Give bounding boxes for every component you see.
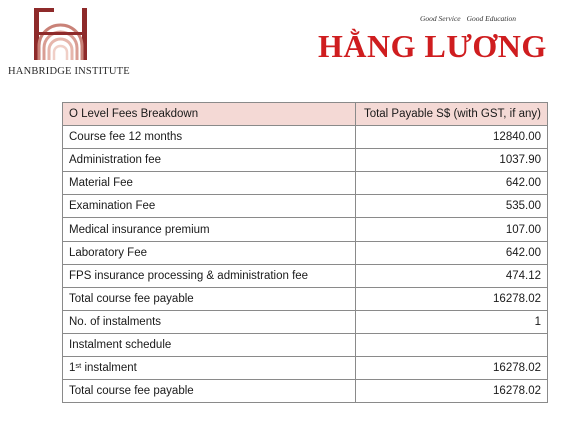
row-label: Laboratory Fee [63, 241, 356, 264]
table-row [63, 287, 548, 310]
table-row [63, 380, 548, 403]
table-row [63, 218, 548, 241]
row-label: Medical insurance premium [63, 218, 356, 241]
table-row [63, 149, 548, 172]
table-row [63, 264, 548, 287]
instalment-text: instalment [81, 362, 137, 375]
row-label: Instalment schedule [63, 333, 356, 356]
row-label: Examination Fee [63, 195, 356, 218]
row-label: Course fee 12 months [63, 126, 356, 149]
row-amount: 16278.02 [356, 380, 548, 403]
header-amount: Total Payable S$ (with GST, if any) [356, 103, 548, 126]
hangluong-tagline [420, 14, 516, 23]
row-amount: 1037.90 [356, 149, 548, 172]
table-header-row [63, 103, 548, 126]
ordinal-suffix: st [75, 361, 82, 371]
row-label: Total course fee payable [63, 287, 356, 310]
header-description: O Level Fees Breakdown [63, 103, 356, 126]
row-label: Material Fee [63, 172, 356, 195]
instalment-number: 1 [69, 362, 76, 375]
tagline-good-service: Good Service [420, 14, 461, 23]
table-row [63, 172, 548, 195]
row-label: Total course fee payable [63, 380, 356, 403]
hangluong-wordmark: HẰNG LƯƠNG [318, 28, 547, 64]
table-row [63, 357, 548, 380]
row-label: FPS insurance processing & administration fee [63, 264, 356, 287]
row-amount: 16278.02 [356, 287, 548, 310]
row-amount: 642.00 [356, 241, 548, 264]
table-row [63, 310, 548, 333]
row-amount: 107.00 [356, 218, 548, 241]
hanbridge-logo [8, 6, 138, 82]
row-amount [356, 333, 548, 356]
hanbridge-name: HANBRIDGE INSTITUTE [8, 66, 130, 77]
fees-breakdown-table [62, 102, 548, 403]
row-label: Administration fee [63, 149, 356, 172]
table-row [63, 195, 548, 218]
hanbridge-arch-mark [30, 6, 96, 62]
table-row [63, 241, 548, 264]
row-amount: 12840.00 [356, 126, 548, 149]
row-amount: 474.12 [356, 264, 548, 287]
hangluong-logo [318, 14, 568, 66]
row-amount: 642.00 [356, 172, 548, 195]
row-label: No. of instalments [63, 310, 356, 333]
tagline-good-education: Good Education [466, 14, 516, 23]
row-amount: 1 [356, 310, 548, 333]
table-row [63, 333, 548, 356]
row-amount: 535.00 [356, 195, 548, 218]
row-label [63, 357, 356, 380]
table-row [63, 126, 548, 149]
row-amount: 16278.02 [356, 357, 548, 380]
